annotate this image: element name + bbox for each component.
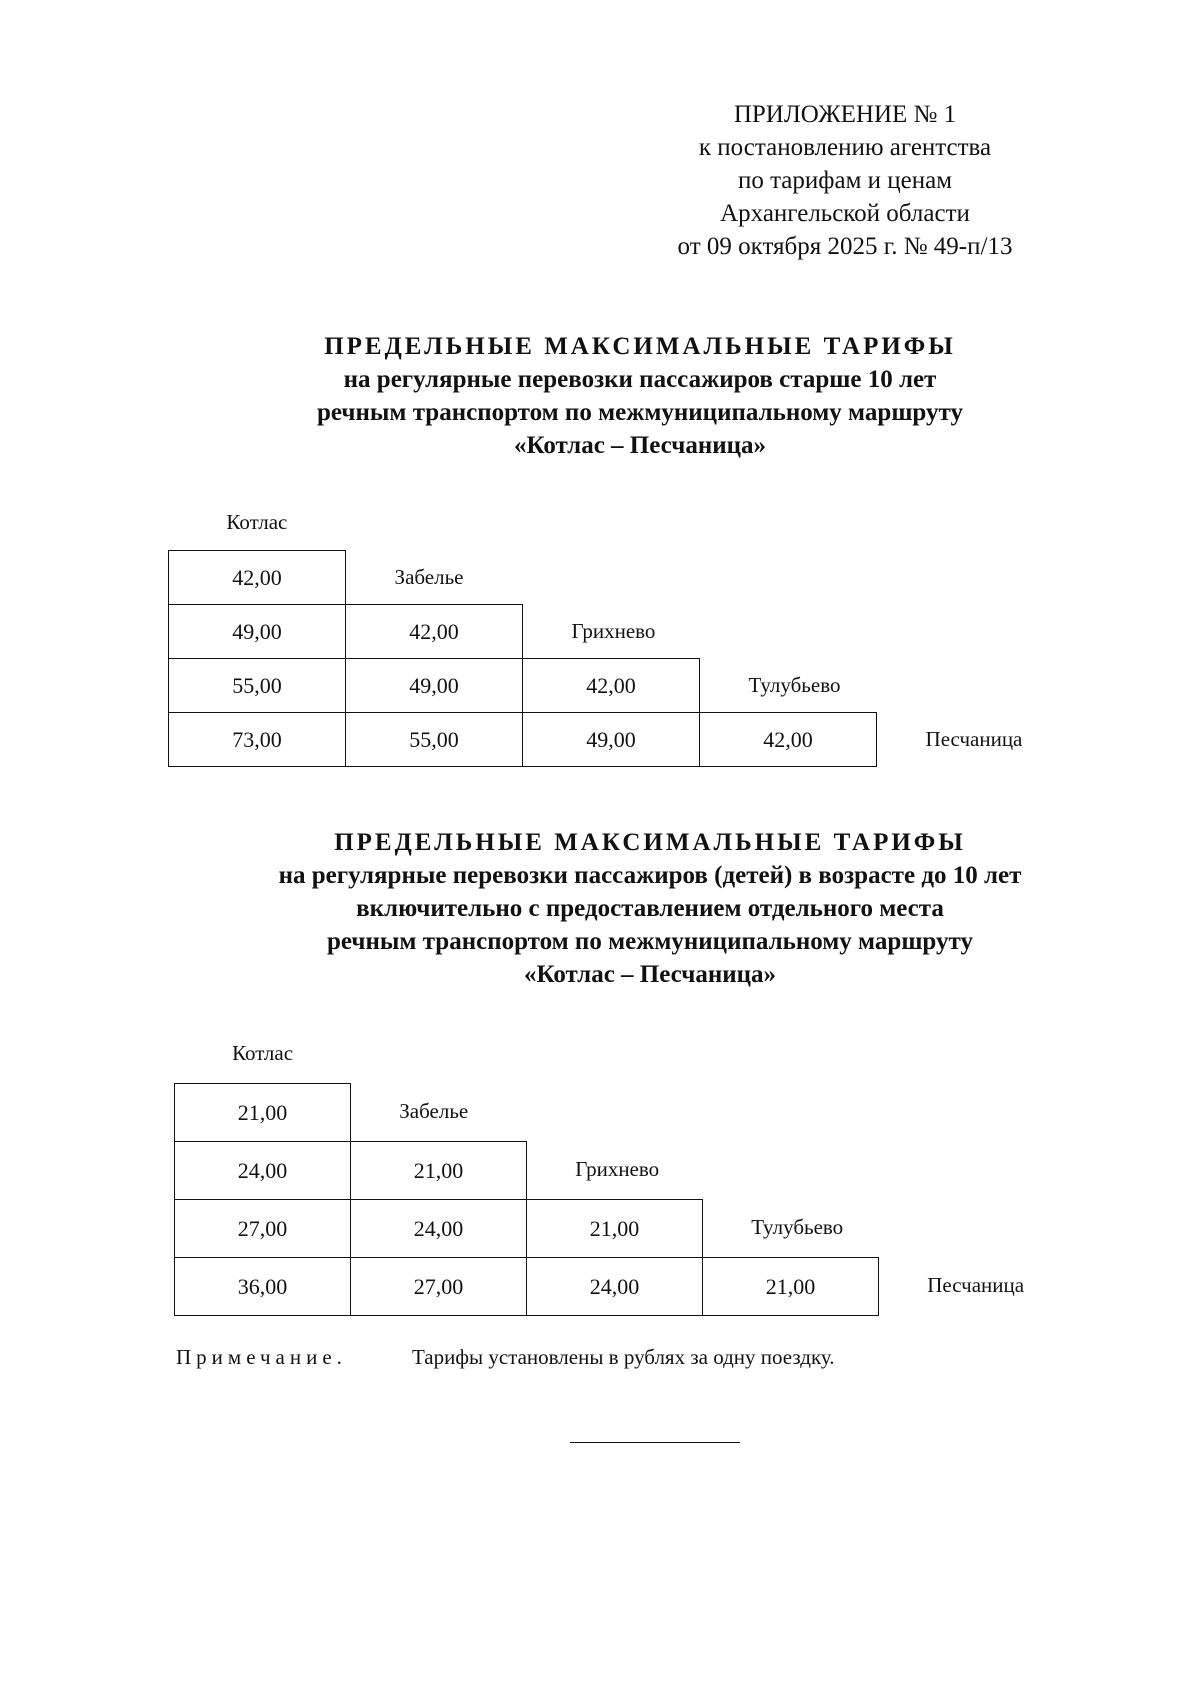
stop-label: Тулубьево: [748, 673, 841, 698]
note: [176, 1345, 835, 1370]
fare-cell: 21,00: [526, 1199, 703, 1258]
fare-cell: 42,00: [699, 712, 877, 767]
stop-label: Грихнево: [575, 1157, 660, 1182]
fare-cell: 49,00: [345, 658, 523, 713]
section2-subtitle-line: «Котлас – Песчаница»: [523, 961, 777, 988]
fare-cell: 36,00: [174, 1257, 351, 1316]
section1-subtitle-line: речным транспортом по межмуниципальному маршруту: [317, 399, 963, 426]
fare-cell: 49,00: [168, 604, 346, 659]
section1-subtitle-line: «Котлас – Песчаница»: [513, 432, 767, 459]
note-label: Примечание.: [176, 1345, 347, 1369]
section2-title: ПРЕДЕЛЬНЫЕ МАКСИМАЛЬНЫЕ ТАРИФЫ: [334, 829, 966, 856]
fare-cell: 49,00: [522, 712, 700, 767]
note-text: Тарифы установлены в рублях за одну поездку.: [412, 1345, 835, 1369]
fare-cell: 42,00: [345, 604, 523, 659]
section2-heading: [50, 826, 1200, 991]
stop-label: Забелье: [394, 565, 464, 590]
stop-label: Котлас: [232, 1041, 294, 1065]
appendix-line: Архангельской области: [720, 200, 970, 227]
fare-cell: 21,00: [174, 1083, 351, 1142]
fare-cell: 21,00: [350, 1141, 527, 1200]
appendix-header: [660, 98, 1030, 263]
stop-label: Забелье: [399, 1099, 469, 1124]
fare-cell: 42,00: [168, 550, 346, 605]
stop-label: Грихнево: [571, 619, 656, 644]
fare-cell: 55,00: [168, 658, 346, 713]
section1-heading: [40, 330, 1200, 462]
fare-cell: 42,00: [522, 658, 700, 713]
stop-label: Песчаница: [927, 1273, 1025, 1298]
fare-cell: 27,00: [350, 1257, 527, 1316]
fare-cell: 24,00: [350, 1199, 527, 1258]
stop-label: Котлас: [226, 510, 288, 534]
appendix-line: к постановлению агентства: [698, 134, 992, 161]
closing-rule: [570, 1442, 740, 1443]
section2-subtitle-line: включительно с предоставлением отдельного места: [356, 895, 944, 922]
appendix-number: ПРИЛОЖЕНИЕ № 1: [733, 101, 957, 128]
fare-cell: 21,00: [702, 1257, 879, 1316]
fare-cell: 73,00: [168, 712, 346, 767]
fare-cell: 24,00: [174, 1141, 351, 1200]
section1-title: ПРЕДЕЛЬНЫЕ МАКСИМАЛЬНЫЕ ТАРИФЫ: [324, 333, 956, 360]
fare-cell: 27,00: [174, 1199, 351, 1258]
section2-subtitle-line: речным транспортом по межмуниципальному маршруту: [327, 928, 973, 955]
appendix-line: по тарифам и ценам: [737, 167, 953, 194]
stop-label: Песчаница: [925, 727, 1023, 752]
section1-subtitle-line: на регулярные перевозки пассажиров старше 10 лет: [343, 366, 937, 393]
section2-subtitle-line: на регулярные перевозки пассажиров (детей) в возрасте до 10 лет: [278, 862, 1022, 889]
fare-cell: 24,00: [526, 1257, 703, 1316]
stop-label: Тулубьево: [751, 1215, 844, 1240]
fare-cell: 55,00: [345, 712, 523, 767]
appendix-date: от 09 октября 2025 г. № 49-п/13: [677, 233, 1013, 260]
